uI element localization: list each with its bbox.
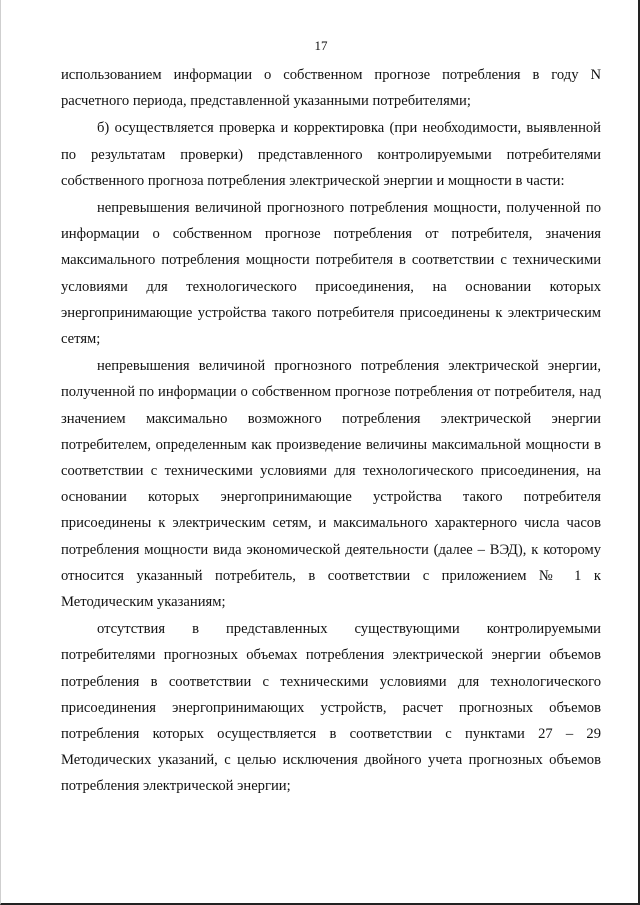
document-body [61, 62, 601, 800]
paragraph-power-limit: непревышения величиной прогнозного потребления мощности, полученной по информации о собственном прогнозе потребления от потребителя, значения максимального потребления мощности потребителя в соответствии с техническими условиями для технологического присоединения, на основании которых энергопринимающие устройства такого потребителя присоединены к электрическим сетям; [61, 200, 601, 348]
paragraph-no-double-count: отсутствия в представленных существующими контролируемыми потребителями прогнозных объемах потребления электрической энергии объемов потребления в соответствии с техническими условиями для технологического присоединения энергопринимающих устройств, расчет прогнозных объемов потребления которых осуществляется в соответствии с пунктами 27 – 29 Методических указаний, с целью исключения двойного учета прогнозных объемов потребления электрической энергии; [61, 621, 601, 795]
paragraph-continuation: использованием информации о собственном прогнозе потребления в году N расчетного периода, представленной указанными потребителями; [61, 67, 601, 110]
paragraph-b: б) осуществляется проверка и корректировка (при необходимости, выявленной по результатам проверки) представленного контролируемыми потребителями собственного прогноза потребления электрической энергии и мощности в части: [61, 120, 601, 189]
page-number: 17 [314, 38, 328, 53]
paragraph-energy-limit: непревышения величиной прогнозного потребления электрической энергии, полученной по информации о собственном прогнозе потребления от потребителя, над значением максимально возможного потребления электрической энергии потребителем, определенным как произведение величины максимальной мощности в соответствии с техническими условиями для технологического присоединения, на основании которых энергопринимающие устройства такого потребителя присоединены к электрическим сетям, и максимального характерного числа часов потребления мощности вида экономической деятельности (далее – ВЭД), к которому относится указанный потребитель, в соответствии с приложением № 1 к Методическим указаниям; [61, 358, 601, 611]
